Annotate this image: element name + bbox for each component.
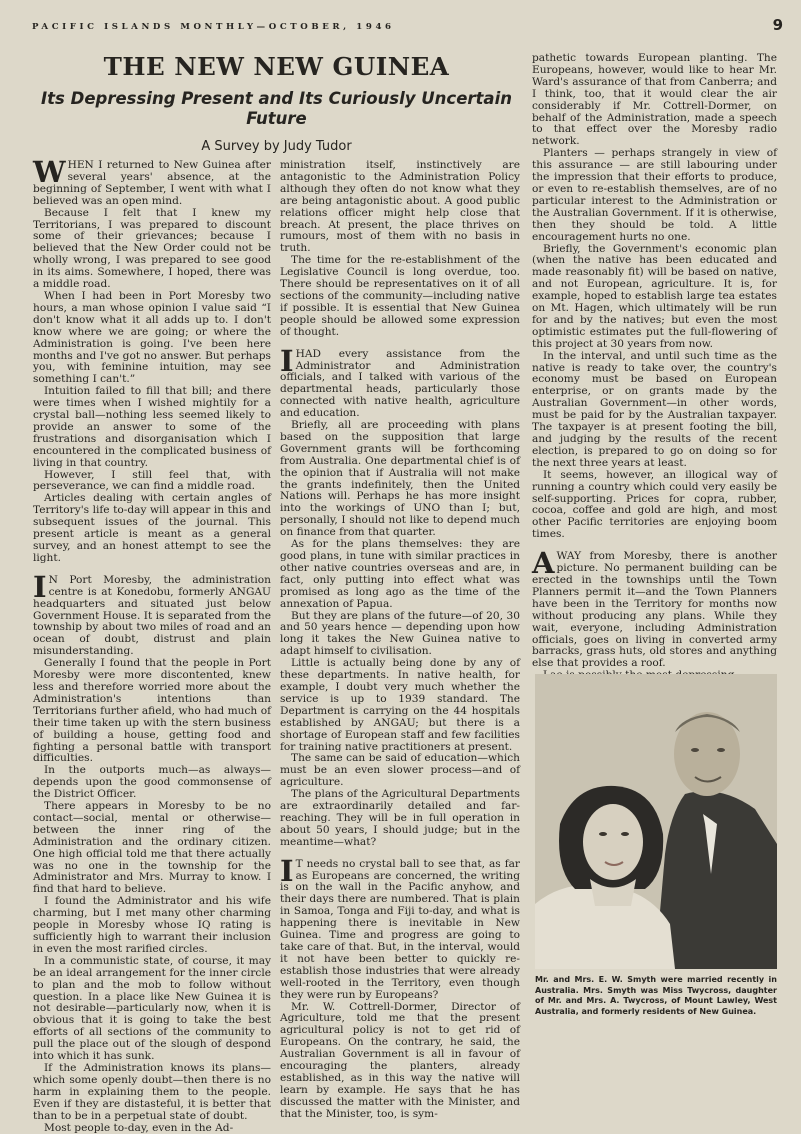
paragraph: I HAD every assistance from the Administrator and Administration officials, and I talked with various of the departmental heads, particularly those connected with native health, agriculture and education. xyxy=(280,349,520,420)
paragraph: I N Port Moresby, the administration centre is at Konedobu, formerly ANGAU headquarters and situated just below Government House. It is separated from the township by about two miles of road and an ocean of doubt, distrust and plain misunderstanding. xyxy=(33,575,271,658)
page-header xyxy=(32,16,783,36)
paragraph: pathetic towards European planting. The Europeans, however, would like to hear Mr. Ward's assurance of that from Canberra; and I think, too, that it would clear the air considerably if Mr. Cottrell-Dormer, on behalf of the Administration, made a speech to that effect over the Moresby radio network. xyxy=(532,53,777,148)
photo-caption: Mr. and Mrs. E. W. Smyth were married recently in Australia. Mrs. Smyth was Miss Twycross, daughter of Mr. and Mrs. A. Twycross, of Mount Lawley, West Australia, and formerly residents of New Guinea. xyxy=(535,975,777,1017)
article-subtitle: Its Depressing Present and Its Curiously Uncertain Future xyxy=(33,89,520,129)
paragraph: Articles dealing with certain angles of Territory's life to-day will appear in this and subsequent issues of the journal. This present article is meant as a general survey, and an honest attempt to see the light. xyxy=(33,493,271,564)
paragraph: As for the plans themselves: they are good plans, in tune with similar practices in other native countries overseas and are, in fact, only putting into effect what was promised as long ago as the time of the annexation of Papua. xyxy=(280,539,520,610)
article-byline: A Survey by Judy Tudor xyxy=(33,139,520,154)
paragraph: Because I felt that I knew my Territorians, I was prepared to discount some of their grievances; because I believed that the New Order could not be wholly wrong, I was prepared to see good in its aims. Somewhere, I hoped, there was a middle road. xyxy=(33,208,271,291)
paragraph: Intuition failed to fill that bill; and there were times when I wished mightily for a crystal ball—nothing less seemed likely to provide an answer to some of the frustrations and disorganisation which I encountered in the complicated business of living in that country. xyxy=(33,386,271,469)
paragraph: ministration itself, instinctively are antagonistic to the Administration Policy although they often do not know what they are being antagonistic about. A good public relations officer might help close that breach. At present, the place thrives on rumours, most of them with no basis in truth. xyxy=(280,160,520,255)
paragraph: In the interval, and until such time as the native is ready to take over, the country's economy must be based on European enterprise, or on grants made by the Australian Government—in other words, must be paid for by the Australian taxpayer. The taxpayer is at present footing the bill, and judging by the results of the recent election, is prepared to go on doing so for the next three years at least. xyxy=(532,351,777,470)
paragraph: There appears in Moresby to be no contact—social, mental or otherwise—between the inner ring of the Administration and the ordinary citizen. One high official told me that there actually was no one in the township for the Administrator and Mrs. Murray to know. I find that hard to believe. xyxy=(33,801,271,896)
paragraph: Most people to-day, even in the Ad- xyxy=(33,1123,271,1134)
article-heading xyxy=(33,52,520,154)
paragraph: Generally I found that the people in Port Moresby were more discontented, knew less and therefore worried more about the Administration's intentions than Territorians further afield, who had much of their time taken up with the stern business of building a house, getting food and fighting a personal battle with transport difficulties. xyxy=(33,658,271,765)
drop-cap: I xyxy=(280,860,294,882)
paragraph: Briefly, all are proceeding with plans based on the supposition that large Government grants will be forthcoming from Australia. One departmental chief is of the opinion that if Australia will not make the grants indefinitely, then the United Nations will. Perhaps he has more insight into the workings of UNO than I; but, personally, I should not like to depend much on finance from that quarter. xyxy=(280,420,520,539)
text-column-3 xyxy=(532,53,777,682)
paragraph: When I had been in Port Moresby two hours, a man whose opinion I value said “I don't know what it all adds up to. I don't know where we are going; or where the Administration is going. I've been here months and I've got no answer. But perhaps you, with feminine intuition, may see something I can't.” xyxy=(33,291,271,386)
paragraph: If the Administration knows its plans—which some openly doubt—then there is no harm in explaining them to the people. Even if they are distasteful, it is better that than to be in a perpetual state of doubt. xyxy=(33,1063,271,1123)
paragraph: I T needs no crystal ball to see that, as far as Europeans are concerned, the writing is on the wall in the Pacific anyhow, and their days there are numbered. That is plain in Samoa, Tonga and Fiji to-day, and what is happening there is inevitable in New Guinea. Time and progress are going to take care of that. But, in the interval, would it not have been better to quickly re-establish those industries that were already well-rooted in the Territory, even though they were run by Europeans? xyxy=(280,859,520,1002)
article-title: THE NEW NEW GUINEA xyxy=(33,52,520,81)
paragraph: Little is actually being done by any of these departments. In native health, for example, I doubt very much whether the service is up to 1939 standard. The Department is carrying on the 44 hospitals established by ANGAU; but there is a shortage of European staff and few facilities for training native practitioners at present. xyxy=(280,658,520,753)
text-column-2 xyxy=(280,160,520,1121)
drop-cap: A xyxy=(532,552,555,574)
paragraph: AWAY from Moresby, there is another picture. No permanent building can be erected in the townships until the Town Planners permit it—and the Town Planners have been in the Territory for months now without producing any plans. While they wait, everyone, including Administration officials, goes on living in converted army barracks, grass huts, old stores and anything else that provides a roof. xyxy=(532,551,777,670)
running-head: PACIFIC ISLANDS MONTHLY—OCTOBER, 1946 xyxy=(32,22,395,32)
paragraph: Mr. W. Cottrell-Dormer, Director of Agriculture, told me that the present agricultural policy is not to get rid of Europeans. On the contrary, he said, the Australian Government is all in favour of encouraging the planters, already established, as in this way the native will learn by example. He says that he has discussed the matter with the Minister, and that the Minister, too, is sym- xyxy=(280,1002,520,1121)
paragraph: It seems, however, an illogical way of running a country which could very easily be self-supporting. Prices for copra, rubber, cocoa, coffee and gold are high, and most other Pacific territories are enjoying boom times. xyxy=(532,470,777,541)
drop-cap: W xyxy=(33,161,66,183)
paragraph: The plans of the Agricultural Departments are extraordinarily detailed and far-reaching. They will be in full operation in about 50 years, I should judge; but in the meantime—what? xyxy=(280,789,520,849)
paragraph: But they are plans of the future—of 20, 30 and 50 years hence — depending upon how long it takes the New Guinea native to adapt himself to civilisation. xyxy=(280,611,520,659)
paragraph: The time for the re-establishment of the Legislative Council is long overdue, too. There should be representatives on it of all sections of the community—including native if possible. It is essential that New Guinea people should be allowed some expression of thought. xyxy=(280,255,520,338)
paragraph: In the outports much—as always—depends upon the good commonsense of the District Officer. xyxy=(33,765,271,801)
couple-illustration xyxy=(535,674,777,969)
page-number: 9 xyxy=(773,16,783,34)
paragraph: WHEN I returned to New Guinea after several years' absence, at the beginning of September, I went with what I believed was an open mind. xyxy=(33,160,271,208)
paragraph: Planters — perhaps strangely in view of this assurance — are still labouring under the impression that their efforts to produce, or even to re-establish themselves, are of no particular interest to the Administration or the Australian Government. If it is otherwise, then they should be told. A little encouragement hurts no one. xyxy=(532,148,777,243)
drop-cap: I xyxy=(280,350,294,372)
paragraph: Briefly, the Government's economic plan (when the native has been educated and made reasonably fit) will be based on native, and not European, agriculture. It is, for example, hoped to establish large tea estates on Mt. Hagen, which ultimately will be run for and by the natives; but even the most optimistic estimates put the full-flowering of this project at 30 years from now. xyxy=(532,244,777,351)
text-column-1 xyxy=(33,160,271,1134)
drop-cap: I xyxy=(33,576,47,598)
paragraph: However, I still feel that, with perseverance, we can find a middle road. xyxy=(33,470,271,494)
paragraph: In a communistic state, of course, it may be an ideal arrangement for the inner circle to plan and the mob to follow without question. In a place like New Guinea it is not desirable—particularly now, when it is obvious that it is going to take the best efforts of all sections of the community to pull the place out of the slough of despond into which it has sunk. xyxy=(33,956,271,1063)
paragraph: The same can be said of education—which must be an even slower process—and of agriculture. xyxy=(280,753,520,789)
paragraph: I found the Administrator and his wife charming, but I met many other charming people in Moresby whose IQ rating is sufficiently high to warrant their inclusion in even the most rarified circles. xyxy=(33,896,271,956)
wedding-photo xyxy=(535,674,777,969)
